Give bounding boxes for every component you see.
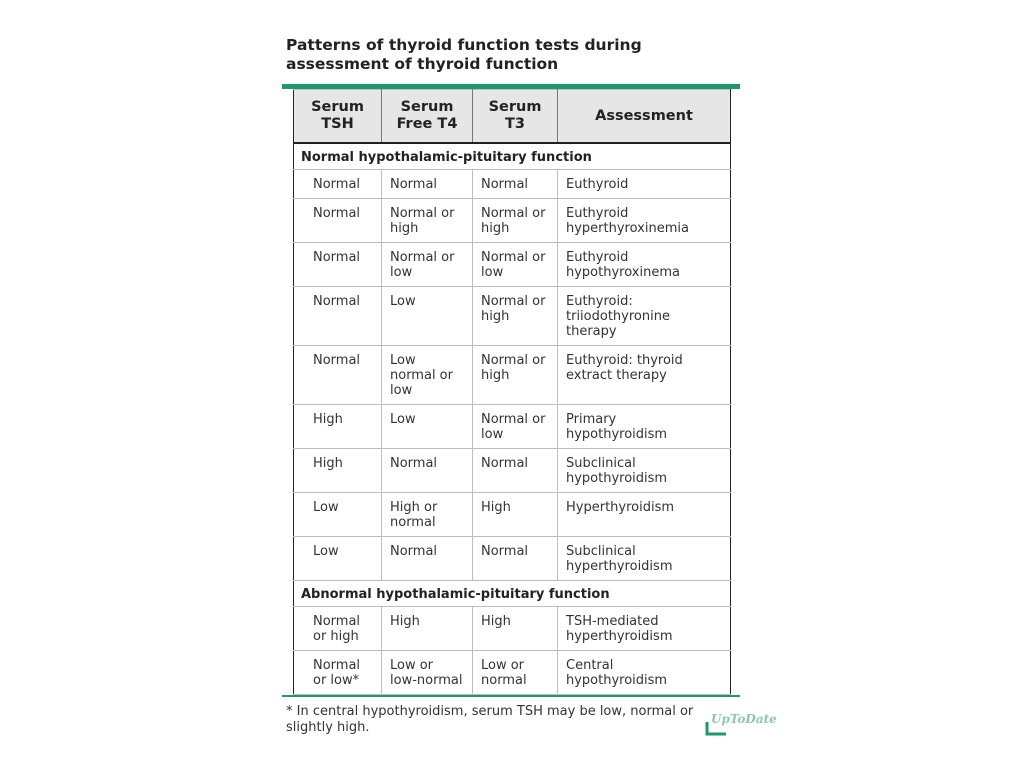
cell-serum-free-t4: High or normal bbox=[382, 493, 473, 537]
header-assessment: Assessment bbox=[558, 90, 731, 144]
section-label: Normal hypothalamic-pituitary function bbox=[294, 143, 731, 170]
cell-serum-t3: Normal or low bbox=[473, 243, 558, 287]
footnote: * In central hypothyroidism, serum TSH may be low, normal or slightly high. bbox=[286, 704, 694, 735]
cell-assessment: Euthyroid hypothyroxinema bbox=[558, 243, 731, 287]
cell-serum-free-t4: Low bbox=[382, 287, 473, 346]
thyroid-function-table bbox=[293, 89, 731, 695]
header-serum-tsh: Serum TSH bbox=[294, 90, 382, 144]
table-title: Patterns of thyroid function tests during assessment of thyroid function bbox=[286, 36, 642, 73]
cell-serum-t3: High bbox=[473, 493, 558, 537]
table-row bbox=[294, 287, 731, 346]
cell-serum-t3: Normal bbox=[473, 449, 558, 493]
cell-serum-tsh: High bbox=[294, 449, 382, 493]
table-row bbox=[294, 449, 731, 493]
cell-serum-free-t4: Low bbox=[382, 405, 473, 449]
cell-assessment: Euthyroid: thyroid extract therapy bbox=[558, 346, 731, 405]
section-label: Abnormal hypothalamic-pituitary function bbox=[294, 581, 731, 607]
cell-serum-tsh: Normal or high bbox=[294, 607, 382, 651]
cell-serum-free-t4: Normal or high bbox=[382, 199, 473, 243]
cell-serum-t3: Normal bbox=[473, 537, 558, 581]
cell-serum-t3: Normal bbox=[473, 170, 558, 199]
header-serum-free-t4: Serum Free T4 bbox=[382, 90, 473, 144]
cell-assessment: TSH-mediated hyperthyroidism bbox=[558, 607, 731, 651]
cell-assessment: Primary hypothyroidism bbox=[558, 405, 731, 449]
table-row bbox=[294, 493, 731, 537]
table-row bbox=[294, 607, 731, 651]
cell-serum-t3: Normal or high bbox=[473, 199, 558, 243]
cell-serum-free-t4: Normal bbox=[382, 170, 473, 199]
cell-serum-t3: Normal or high bbox=[473, 287, 558, 346]
table-row bbox=[294, 405, 731, 449]
cell-serum-tsh: Normal bbox=[294, 170, 382, 199]
cell-serum-free-t4: Low or low-normal bbox=[382, 651, 473, 695]
cell-serum-free-t4: Low normal or low bbox=[382, 346, 473, 405]
header-row bbox=[294, 90, 731, 144]
cell-assessment: Subclinical hypothyroidism bbox=[558, 449, 731, 493]
cell-assessment: Euthyroid bbox=[558, 170, 731, 199]
cell-assessment: Euthyroid: triiodothyronine therapy bbox=[558, 287, 731, 346]
section-header-row bbox=[294, 581, 731, 607]
cell-serum-t3: Normal or high bbox=[473, 346, 558, 405]
cell-serum-free-t4: Normal or low bbox=[382, 243, 473, 287]
header-serum-t3: Serum T3 bbox=[473, 90, 558, 144]
uptodate-logo bbox=[704, 708, 777, 738]
section-header-row bbox=[294, 143, 731, 170]
cell-serum-tsh: Low bbox=[294, 537, 382, 581]
cell-serum-free-t4: Normal bbox=[382, 537, 473, 581]
table-row bbox=[294, 537, 731, 581]
cell-serum-t3: High bbox=[473, 607, 558, 651]
cell-serum-tsh: Normal bbox=[294, 287, 382, 346]
cell-assessment: Subclinical hyperthyroidism bbox=[558, 537, 731, 581]
table-row bbox=[294, 651, 731, 695]
cell-serum-free-t4: Normal bbox=[382, 449, 473, 493]
table-row bbox=[294, 346, 731, 405]
cell-serum-t3: Normal or low bbox=[473, 405, 558, 449]
cell-serum-t3: Low or normal bbox=[473, 651, 558, 695]
table-body bbox=[294, 143, 731, 695]
table-row bbox=[294, 170, 731, 199]
cell-serum-tsh: Normal or low* bbox=[294, 651, 382, 695]
cell-serum-tsh: Normal bbox=[294, 243, 382, 287]
bottom-rule bbox=[282, 695, 740, 697]
cell-assessment: Central hypothyroidism bbox=[558, 651, 731, 695]
cell-serum-tsh: High bbox=[294, 405, 382, 449]
table-row bbox=[294, 243, 731, 287]
cell-assessment: Euthyroid hyperthyroxinemia bbox=[558, 199, 731, 243]
cell-assessment: Hyperthyroidism bbox=[558, 493, 731, 537]
cell-serum-tsh: Normal bbox=[294, 199, 382, 243]
cell-serum-tsh: Normal bbox=[294, 346, 382, 405]
logo-text: UpToDate bbox=[711, 712, 777, 726]
table-row bbox=[294, 199, 731, 243]
cell-serum-tsh: Low bbox=[294, 493, 382, 537]
cell-serum-free-t4: High bbox=[382, 607, 473, 651]
